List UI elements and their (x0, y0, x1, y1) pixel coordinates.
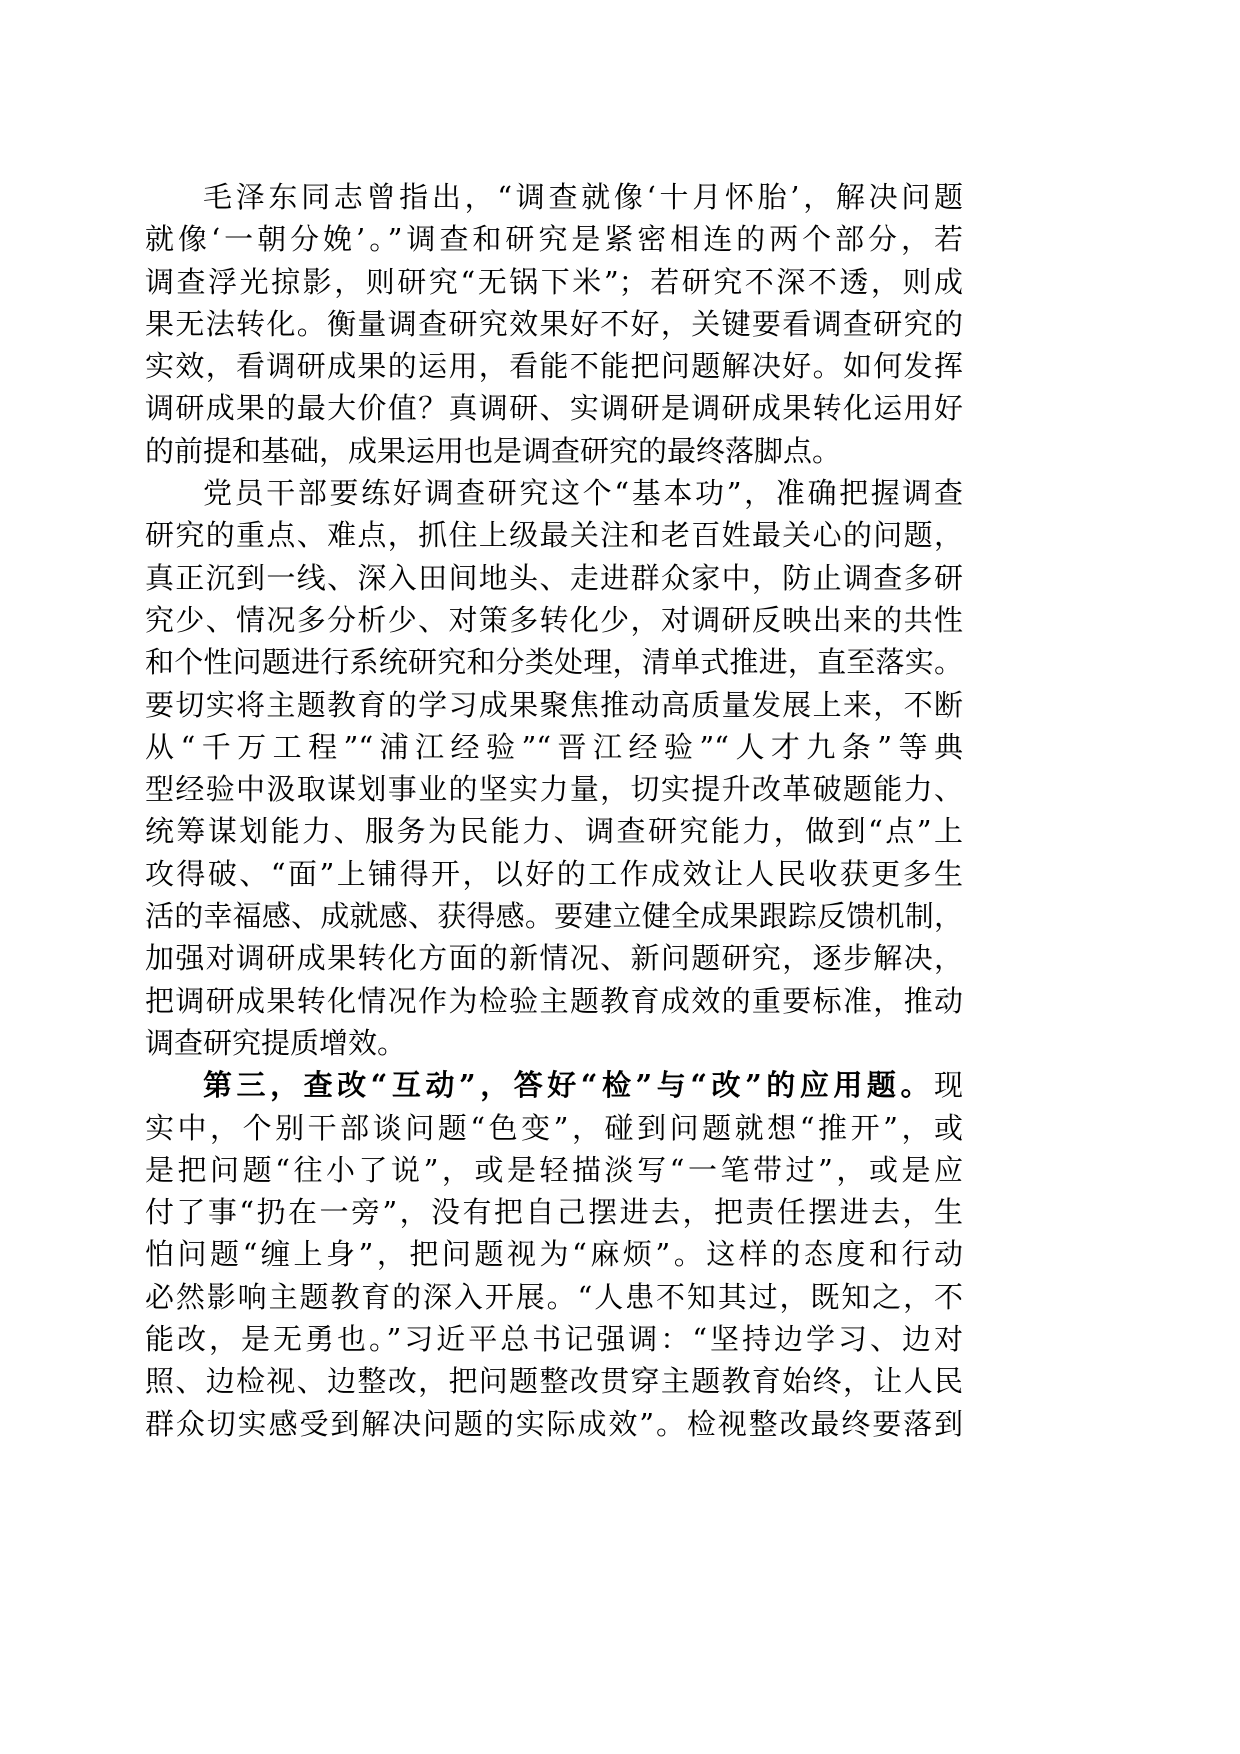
text-line: 调查浮光掠影，则研究“无锅下米”；若研究不深不透，则成 (145, 264, 963, 299)
paragraph-2 (145, 472, 963, 1064)
text-line: 付了事“扔在一旁”，没有把自己摆进去，把责任摆进去，生 (145, 1195, 963, 1230)
text-line: 毛泽东同志曾指出，“调查就像‘十月怀胎’，解决问题 (203, 180, 963, 214)
text-line-continuation: 现 (933, 1068, 963, 1103)
text-line: 就像‘一朝分娩’。”调查和研究是紧密相连的两个部分，若 (145, 222, 963, 257)
text-line: 怕问题“缠上身”，把问题视为“麻烦”。这样的态度和行动 (145, 1237, 963, 1272)
text-line: 研究的重点、难点，抓住上级最关注和老百姓最关心的问题， (145, 518, 963, 553)
text-line: 究少、情况多分析少、对策多转化少，对调研反映出来的共性 (145, 602, 963, 637)
text-line: 从“千万工程”“浦江经验”“晋江经验”“人才九条”等典 (145, 729, 963, 764)
text-line: 是把问题“往小了说”，或是轻描淡写“一笔带过”，或是应 (145, 1152, 963, 1187)
section-heading: 第三，查改“互动”，答好“检”与“改”的应用题。 (203, 1068, 934, 1103)
text-line: 党员干部要练好调查研究这个“基本功”，准确把握调查 (203, 476, 963, 511)
text-line: 型经验中汲取谋划事业的坚实力量，切实提升改革破题能力、 (145, 772, 963, 807)
text-line: 的前提和基础，成果运用也是调查研究的最终落脚点。 (145, 433, 842, 468)
text-line: 必然影响主题教育的深入开展。“人患不知其过，既知之，不 (145, 1279, 963, 1314)
text-line: 把调研成果转化情况作为检验主题教育成效的重要标准，推动 (145, 983, 963, 1018)
text-line: 和个性问题进行系统研究和分类处理，清单式推进，直至落实。 (145, 645, 963, 680)
text-line: 能改，是无勇也。”习近平总书记强调：“坚持边学习、边对 (145, 1322, 963, 1357)
text-line: 照、边检视、边整改，把问题整改贯穿主题教育始终，让人民 (145, 1364, 963, 1399)
text-line: 攻得破、“面”上铺得开，以好的工作成效让人民收获更多生 (145, 856, 963, 891)
text-line: 加强对调研成果转化方面的新情况、新问题研究，逐步解决， (145, 941, 963, 976)
text-line: 群众切实感受到解决问题的实际成效”。检视整改最终要落到 (145, 1406, 963, 1441)
text-line: 实中，个别干部谈问题“色变”，碰到问题就想“推开”，或 (145, 1110, 963, 1145)
text-line: 真正沉到一线、深入田间地头、走进群众家中，防止调查多研 (145, 560, 963, 595)
body-text (145, 176, 963, 1445)
paragraph-1 (145, 176, 963, 472)
text-line: 调研成果的最大价值？真调研、实调研是调研成果转化运用好 (145, 391, 963, 426)
text-line (145, 1064, 963, 1106)
text-line: 果无法转化。衡量调查研究效果好不好，关键要看调查研究的 (145, 306, 963, 341)
text-line: 要切实将主题教育的学习成果聚焦推动高质量发展上来，不断 (145, 687, 963, 722)
paragraph-3 (145, 1064, 963, 1445)
text-line: 统筹谋划能力、服务为民能力、调查研究能力，做到“点”上 (145, 814, 963, 849)
text-line: 调查研究提质增效。 (145, 1025, 407, 1060)
text-line: 实效，看调研成果的运用，看能不能把问题解决好。如何发挥 (145, 349, 963, 384)
text-line: 活的幸福感、成就感、获得感。要建立健全成果跟踪反馈机制， (145, 899, 963, 934)
